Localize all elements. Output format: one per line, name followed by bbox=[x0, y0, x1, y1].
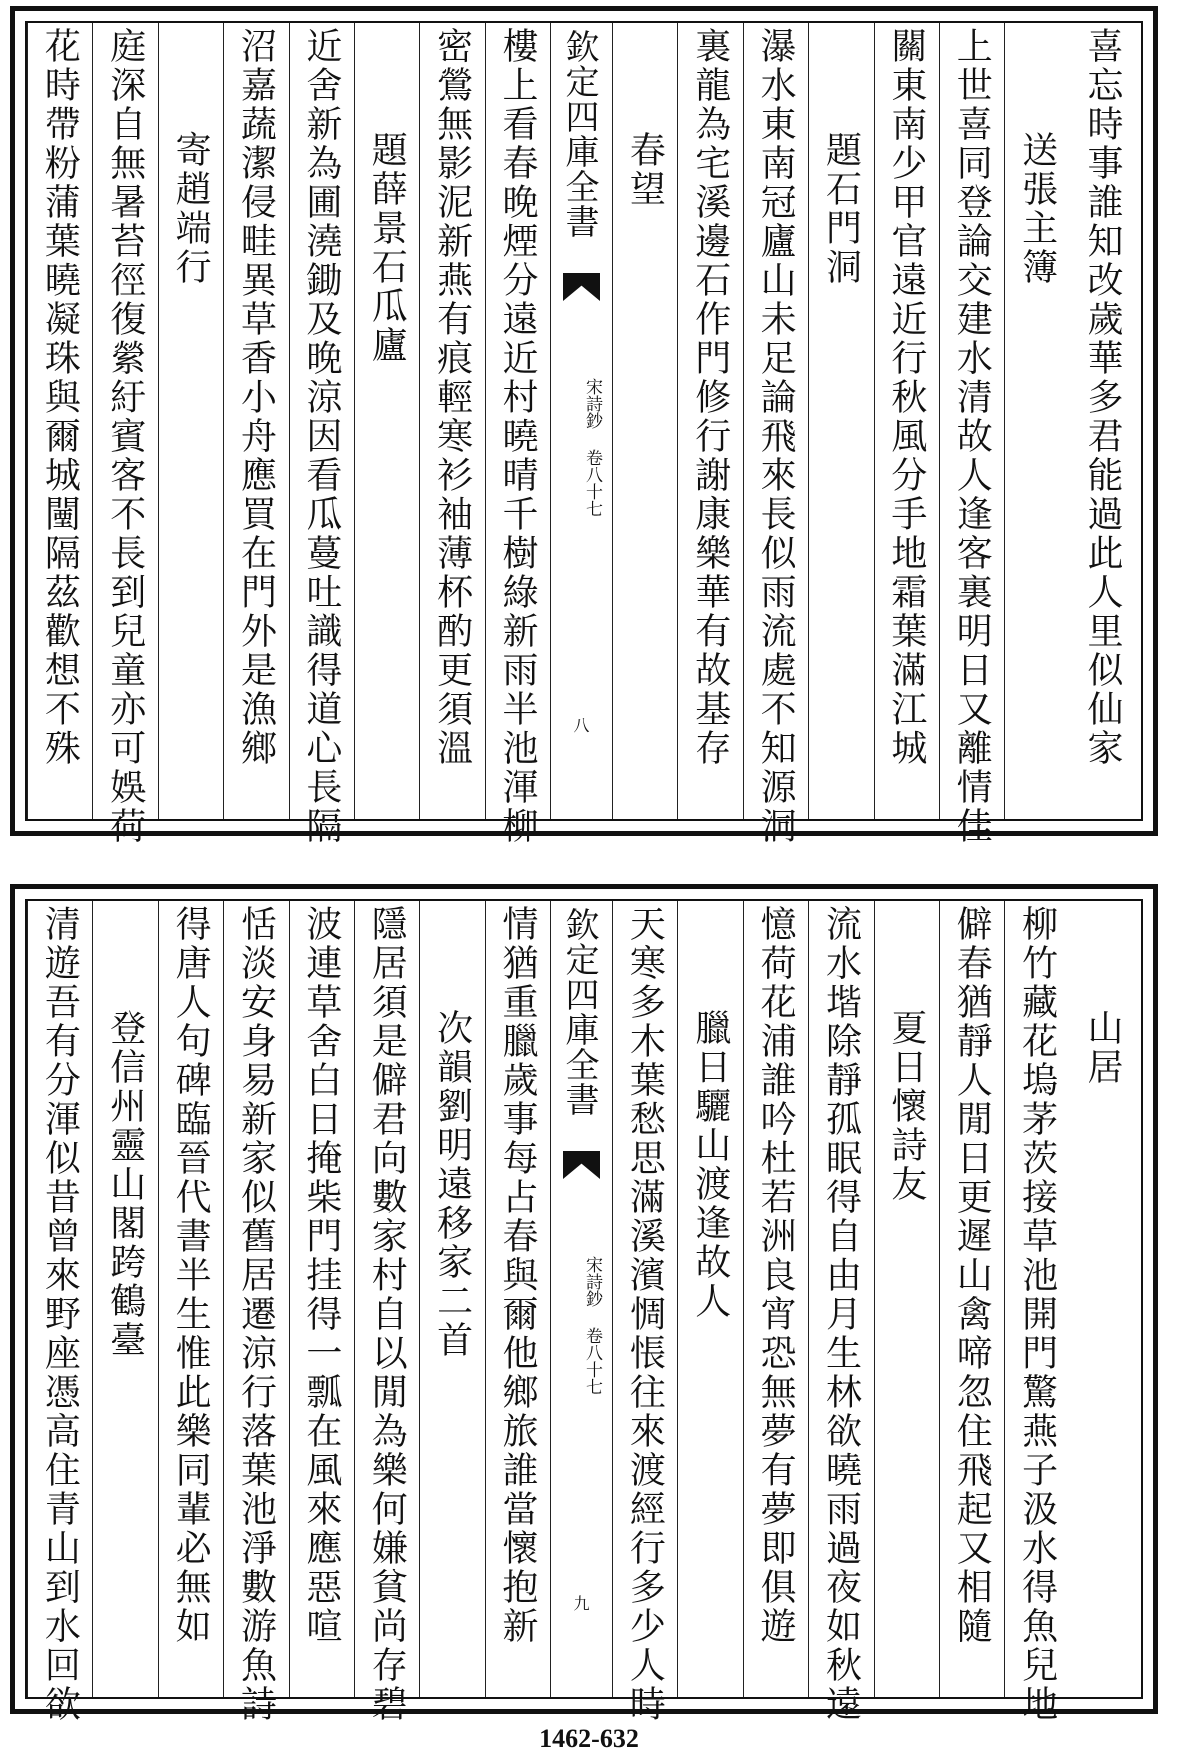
poem-line: 樓上看春晚煙分遠近村曉晴千樹綠新雨半池渾柳 bbox=[497, 27, 538, 846]
poem-title-column bbox=[1004, 23, 1069, 819]
poem-line: 密鶯無影泥新燕有痕輕寒衫袖薄杯酌更須溫 bbox=[431, 27, 473, 768]
poem-line: 上世喜同登論交建水清故人逢客裏明日又離情佳 bbox=[951, 27, 993, 846]
poem-text-column bbox=[223, 901, 288, 1724]
fish-tail-mark bbox=[563, 273, 600, 301]
poem-text-column bbox=[354, 901, 419, 1724]
poem-title-column bbox=[808, 23, 873, 819]
poem-text-column bbox=[1004, 901, 1069, 1724]
poem-title-column bbox=[874, 901, 939, 1697]
center-gutter bbox=[550, 23, 612, 819]
poem-title-column bbox=[612, 23, 677, 819]
poem-text-column bbox=[677, 23, 742, 819]
poem-text-column bbox=[485, 901, 550, 1697]
poem-text-column bbox=[485, 23, 550, 846]
poem-text-column bbox=[27, 901, 92, 1724]
poem-text-column bbox=[808, 901, 873, 1724]
poem-title: 山居 bbox=[1082, 1009, 1123, 1087]
poem-text-column bbox=[419, 23, 484, 819]
poem-title: 登信州靈山閣跨鶴臺 bbox=[104, 1009, 146, 1360]
poem-line: 沼嘉蔬潔侵畦異草香小舟應買在門外是漁鄉 bbox=[235, 27, 277, 768]
page-bottom bbox=[10, 884, 1158, 1724]
poem-title-column bbox=[158, 23, 223, 819]
page-top-frame bbox=[25, 21, 1143, 846]
collection-title: 欽定四庫全書 bbox=[559, 29, 599, 239]
poem-text-column bbox=[289, 901, 354, 1697]
fish-tail-mark bbox=[563, 1151, 600, 1179]
poem-line: 近舍新為圃澆鋤及晚涼因看瓜蔓吐識得道心長隔 bbox=[300, 27, 342, 846]
poem-title: 寄趙端行 bbox=[170, 131, 212, 287]
poem-title-column bbox=[92, 901, 157, 1697]
poem-title-column bbox=[1070, 901, 1135, 1697]
poem-title: 夏日懷詩友 bbox=[885, 1009, 927, 1204]
poem-title: 次韻劉明遠移家二首 bbox=[431, 1009, 473, 1360]
poem-text-column bbox=[743, 23, 808, 846]
poem-text-column bbox=[92, 23, 157, 846]
poem-text-column bbox=[1070, 23, 1135, 819]
leaf-number: 九 bbox=[573, 1594, 590, 1613]
poem-text-column bbox=[27, 23, 92, 819]
poem-line: 流水堦除靜孤眠得自由月生林欲曉雨過夜如秋遠 bbox=[820, 905, 862, 1724]
poem-title: 題薛景石瓜廬 bbox=[366, 131, 408, 365]
volume-label: 宋詩鈔 卷八十七 bbox=[582, 1256, 602, 1395]
poem-text-column bbox=[939, 23, 1004, 846]
leaf-number: 八 bbox=[573, 716, 590, 735]
poem-line: 關東南少甲官遠近行秋風分手地霜葉滿江城 bbox=[885, 27, 927, 768]
poem-line: 庭深自無暑苔徑復縈紆賓客不長到兒童亦可娛荷 bbox=[104, 27, 146, 846]
poem-title: 送張主簿 bbox=[1016, 131, 1058, 287]
poem-text-column bbox=[874, 23, 939, 819]
poem-title-column bbox=[677, 901, 742, 1697]
poem-line: 柳竹藏花塢茅茨接草池開門驚燕子汲水得魚兒地 bbox=[1016, 905, 1058, 1724]
poem-text-column bbox=[289, 23, 354, 846]
poem-title-column bbox=[354, 23, 419, 819]
poem-line: 得唐人句碑臨晉代書半生惟此樂同輩必無如 bbox=[170, 905, 212, 1646]
poem-line: 隱居須是僻君向數家村自以閒為樂何嫌貧尚存碧 bbox=[366, 905, 408, 1724]
poem-line: 恬淡安身易新家似舊居遷涼行落葉池淨數游魚詩 bbox=[235, 905, 277, 1724]
poem-line: 情猶重臘歲事每占春與爾他鄉旅誰當懷抱新 bbox=[497, 905, 538, 1646]
poem-line: 天寒多木葉愁思滿溪濱惆悵往來渡經行多少人時 bbox=[624, 905, 666, 1724]
poem-line: 花時帶粉蒲葉曉凝珠與爾城闉隔茲歡想不殊 bbox=[39, 27, 81, 768]
poem-text-column bbox=[939, 901, 1004, 1697]
center-gutter bbox=[550, 901, 612, 1697]
poem-title: 題石門洞 bbox=[820, 131, 862, 287]
poem-text-column bbox=[743, 901, 808, 1697]
volume-label: 宋詩鈔 卷八十七 bbox=[582, 378, 602, 517]
poem-line: 裏龍為宅溪邊石作門修行謝康樂華有故基存 bbox=[689, 27, 731, 768]
poem-line: 喜忘時事誰知改歲華多君能過此人里似仙家 bbox=[1082, 27, 1123, 768]
page-top bbox=[10, 6, 1158, 846]
collection-title: 欽定四庫全書 bbox=[559, 907, 599, 1117]
page-bottom-frame bbox=[25, 899, 1143, 1724]
poem-title: 春望 bbox=[624, 131, 666, 209]
poem-line: 瀑水東南冠廬山未足論飛來長似雨流處不知源洞 bbox=[755, 27, 797, 846]
poem-line: 憶荷花浦誰吟杜若洲良宵恐無夢有夢即俱遊 bbox=[755, 905, 797, 1646]
poem-text-column bbox=[158, 901, 223, 1697]
poem-text-column bbox=[612, 901, 677, 1724]
poem-text-column bbox=[223, 23, 288, 819]
poem-line: 僻春猶靜人閒日更遲山禽啼忽住飛起又相隨 bbox=[951, 905, 993, 1646]
poem-line: 波連草舍白日掩柴門挂得一瓢在風來應惡喧 bbox=[300, 905, 342, 1646]
poem-title-column bbox=[419, 901, 484, 1697]
page-footer-number: 1462-632 bbox=[539, 1724, 639, 1753]
poem-title: 臘日驪山渡逢故人 bbox=[689, 1009, 731, 1321]
poem-line: 清遊吾有分渾似昔曾來野座憑高住青山到水回欲 bbox=[39, 905, 81, 1724]
